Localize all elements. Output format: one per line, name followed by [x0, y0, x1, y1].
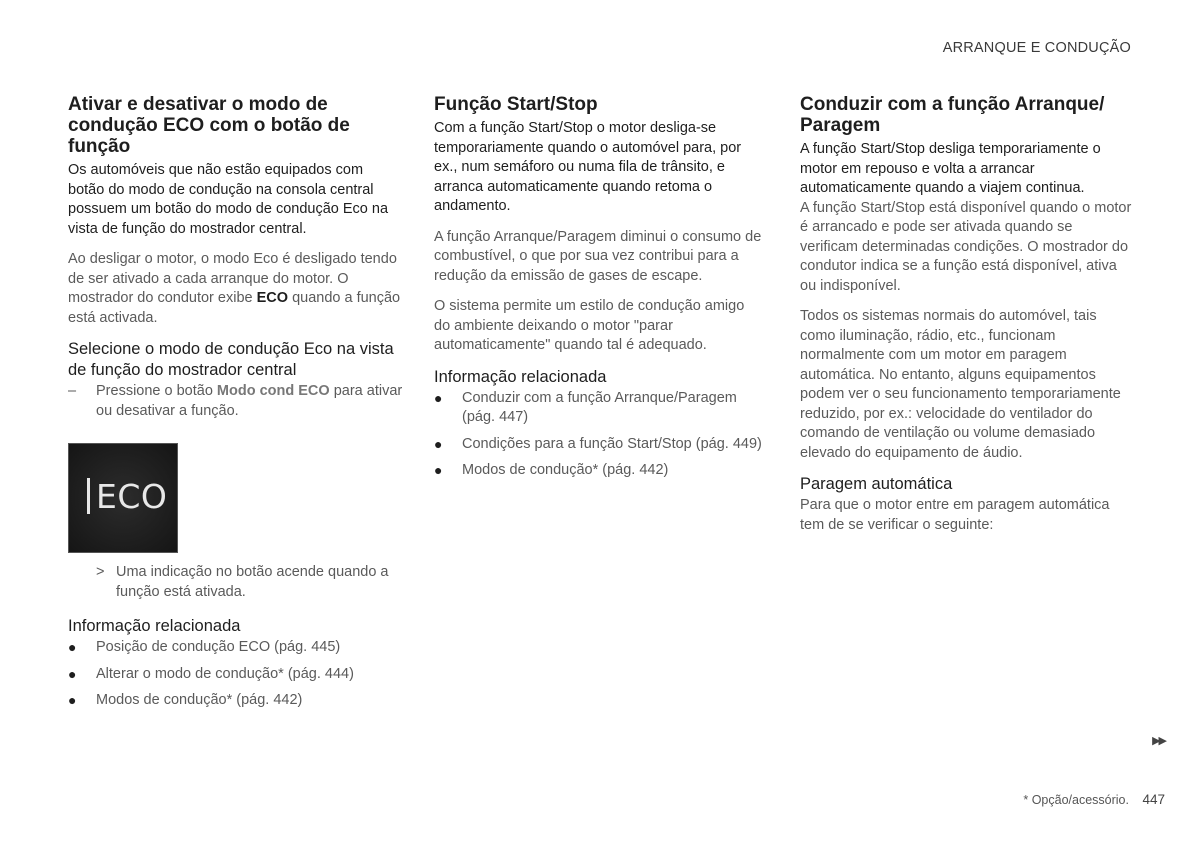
- intro-paragraph: A função Start/Stop desliga temporariamente o motor em repouso e volta a arrancar automaticamente quando a viajem continua.: [800, 141, 1101, 196]
- column-eco-mode: [68, 94, 403, 718]
- related-info-title: Informação relacionada: [434, 367, 607, 386]
- related-link[interactable]: Conduzir com a função Arranque/Paragem (pág. 447): [462, 389, 737, 425]
- related-link[interactable]: Modos de condução* (pág. 442): [462, 462, 669, 478]
- subsection-title-select: Selecione o modo de condução Eco na vista de função do mostrador central: [68, 340, 394, 379]
- bullet-icon: ●: [434, 389, 443, 406]
- column-driving-start-stop: [800, 94, 1132, 535]
- section-title-start-stop: Função Start/Stop: [434, 94, 598, 115]
- result-step: > Uma indicação no botão acende quando a função está ativada.: [96, 563, 403, 602]
- related-link[interactable]: Alterar o modo de condução* (pág. 444): [96, 665, 354, 682]
- body-paragraph: A função Start/Stop está disponível quando o motor é arrancado e pode ser ativada quando se verificam determinadas condições. O mostrador do condutor indica se a função está disponível, ativa ou indisponível.: [800, 199, 1132, 294]
- bullet-icon: ●: [68, 665, 77, 682]
- section-title-eco: Ativar e desativar o modo de condução ECO com o botão de função: [68, 94, 350, 157]
- related-info-title: Informação relacionada: [68, 617, 241, 635]
- footnote: * Opção/acessório.: [1023, 793, 1129, 807]
- button-name: Modo cond ECO: [216, 383, 330, 399]
- next-page-icon[interactable]: ▶▶: [1152, 735, 1165, 747]
- page-number: 447: [1142, 792, 1165, 807]
- section-header: ARRANQUE E CONDUÇÃO: [942, 40, 1131, 56]
- body-paragraph: O sistema permite um estilo de condução amigo do ambiente deixando o motor "parar automaticamente" quando tal é adequado.: [434, 298, 745, 353]
- step-marker: –: [68, 383, 77, 399]
- related-link[interactable]: Modos de condução* (pág. 442): [96, 692, 303, 708]
- related-info-list: [434, 389, 764, 481]
- column-start-stop: [434, 94, 764, 488]
- instruction-step: – Pressione o botão Modo cond ECO para ativar ou desativar a função.: [68, 382, 403, 421]
- list-item: [434, 389, 764, 428]
- list-item: [68, 638, 403, 658]
- eco-indicator-bar: [87, 478, 90, 514]
- intro-paragraph: Os automóveis que não estão equipados com botão do modo de condução na consola central possuem um botão do modo de condução Eco na vista de função do mostrador central.: [68, 162, 389, 237]
- result-marker: >: [96, 564, 105, 580]
- section-title-driving: Conduzir com a função Arranque/ Paragem: [800, 94, 1105, 136]
- bullet-icon: ●: [68, 692, 77, 708]
- page-footer: [1023, 792, 1165, 807]
- eco-button-label: ECO: [96, 477, 168, 516]
- body-paragraph: Para que o motor entre em paragem automática tem de se verificar o seguinte:: [800, 497, 1110, 533]
- list-item: [68, 691, 403, 711]
- subsection-title-auto-stop: Paragem automática: [800, 475, 953, 493]
- body-paragraph: Todos os sistemas normais do automóvel, tais como iluminação, rádio, etc., funcionam normalmente com um motor em paragem automática. No entanto, alguns equipamentos podem ver o seu funcionamento temporariamente reduzido, por ex.: velocidade do ventilador do comando de ventilação ou volume demasiado elevado do equipamento de áudio.: [800, 308, 1121, 461]
- intro-paragraph: Com a função Start/Stop o motor desliga-se temporariamente quando o automóvel para, por ex., num semáforo ou numa fila de trânsito, e arranca automaticamente quando retoma o andamento.: [434, 120, 742, 214]
- list-item: [68, 665, 403, 685]
- list-item: [434, 461, 764, 481]
- bullet-icon: ●: [434, 462, 443, 478]
- bullet-icon: ●: [434, 435, 443, 452]
- related-info-list: [68, 638, 403, 711]
- related-link[interactable]: Posição de condução ECO (pág. 445): [96, 639, 341, 655]
- body-paragraph: A função Arranque/Paragem diminui o consumo de combustível, o que por sua vez contribui para a redução da emissão de gases de escape.: [434, 228, 762, 284]
- bullet-icon: ●: [68, 639, 77, 655]
- eco-indicator-text: ECO: [256, 290, 289, 306]
- list-item: [434, 435, 764, 455]
- note-paragraph: Ao desligar o motor, o modo Eco é desligado tendo de ser ativado a cada arranque do motor. O mostrador do condutor exibe ECO quando a função está activada.: [68, 251, 401, 326]
- related-link[interactable]: Condições para a função Start/Stop (pág. 449): [462, 435, 762, 452]
- eco-button-image: [68, 443, 178, 553]
